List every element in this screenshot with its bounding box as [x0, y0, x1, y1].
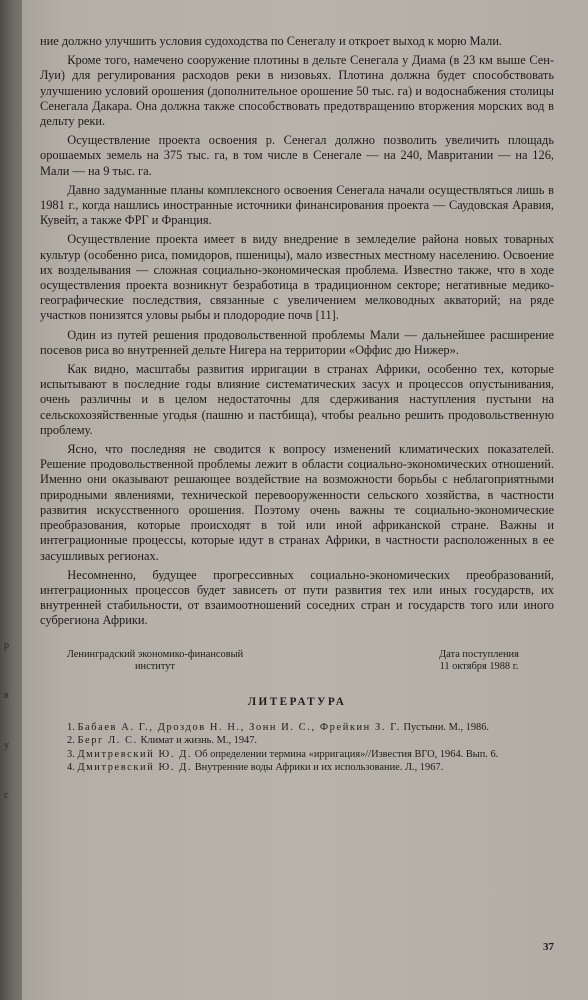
reference-item [40, 762, 554, 775]
institute-line: Ленинградский экономико-финансовый [66, 648, 244, 660]
left-margin-mark: у [4, 740, 9, 751]
reference-item [40, 722, 554, 735]
received-value: 11 октября 1988 г. [439, 661, 519, 673]
left-margin-mark: с [4, 790, 9, 801]
reference-number: 2. [67, 735, 75, 747]
article-body [40, 34, 554, 629]
reference-number: 1. [67, 721, 75, 733]
reference-authors: Дмитревский Ю. Д. [77, 762, 193, 774]
reference-number: 4. [67, 762, 75, 774]
reference-list [40, 722, 554, 775]
paragraph: Кроме того, намечено сооружение плотины в дельте Сенегала у Диама (в 23 км выше Сен-Луи) для регулирования расходов реки в низовьях. Плотина должна будет способствовать улучшению условий орошения (дополнительное орошение 50 тыс. га) и водоснабжения столицы Сенегала Дакара. Она должна также способствовать предотвращению вторжения морских вод в дельту реки. [40, 53, 554, 129]
paragraph: Осуществление проекта освоения р. Сенегал должно позволить увеличить площадь орошаемых земель на 375 тыс. га, в том числе в Сенегале — на 240, Мавритании — на 126, Мали — на 9 тыс. га. [40, 133, 554, 178]
received-date [404, 649, 554, 674]
reference-details: Пустыни. М., 1986. [403, 721, 490, 733]
page-number: 37 [543, 941, 554, 953]
left-margin-mark: в [4, 690, 9, 701]
reference-number: 3. [67, 748, 75, 760]
left-margin-mark: р [4, 640, 9, 651]
institute-affiliation [40, 649, 270, 674]
received-label: Дата поступления [439, 648, 519, 660]
reference-details: Климат и жизнь. М., 1947. [140, 735, 258, 747]
paragraph: Давно задуманные планы комплексного освоения Сенегала начали осуществляться лишь в 1981 г., когда нашлись иностранные источники финансирования проекта — Саудовская Аравия, Кувейт, а также ФРГ и Франция. [40, 182, 554, 228]
article-footer [40, 649, 554, 674]
reference-item [40, 749, 554, 762]
reference-authors: Берг Л. С. [77, 735, 138, 747]
institute-line: институт [135, 661, 175, 673]
paragraph: Осуществление проекта имеет в виду внедрение в земледелие района новых товарных культур (особенно риса, помидоров, пшеницы), мало известных местному населению. Освоение их возделывания — сложная социально-экономическая проблема. Известно также, что в ходе осуществления проекта возникнут безработица в традиционном секторе; негативные медико-географические последствия, связанные с увеличением мелководных акваторий; на ряде участков понизятся уловы рыбы и плодородие почв [11]. [40, 232, 554, 323]
reference-authors: Бабаев А. Г., Дроздов Н. Н., Зонн И. С., Фрейкин З. Г. [77, 721, 401, 733]
paragraph: ние должно улучшить условия судоходства по Сенегалу и откроет выход к морю Мали. [40, 34, 503, 48]
reference-details: Внутренние воды Африки и их использование. Л., 1967. [194, 762, 444, 774]
paragraph: Ясно, что последняя не сводится к вопросу изменений климатических показателей. Решение продовольственной проблемы лежит в области социально-экономических отношений. Именно они оказывают решающее воздействие на возможности борьбы с неблагоприятными природными явлениями, технической перевооруженности сельского хозяйства, в частности развития искусственного орошения. Поэтому очень важны те социально-экономические преобразования, которые происходят в той или иной африканской стране. Важны и интеграционные процессы, которые идут в странах Африки, в частности расположенных в ее засушливых регионах. [40, 442, 554, 563]
paragraph: Один из путей решения продовольственной проблемы Мали — дальнейшее расширение посевов риса во внутренней дельте Нигера на территории «Оффис дю Нижер». [40, 327, 554, 357]
literature-heading: ЛИТЕРАТУРА [247, 695, 347, 708]
reference-item [40, 735, 554, 748]
book-page [22, 0, 588, 1000]
paragraph: Несомненно, будущее прогрессивных социально-экономических преобразований, интеграционных процессов будет зависеть от пути развития тех или иных государств, их внутренней стабильности, от взаимоотношений соседних стран и государств того или иного субрегиона Африки. [40, 567, 554, 628]
reference-details: Об определении термина «ирригация»//Известия ВГО, 1964. Вып. 6. [194, 748, 499, 760]
reference-authors: Дмитревский Ю. Д. [77, 748, 193, 760]
paragraph: Как видно, масштабы развития ирригации в странах Африки, особенно тех, которые испытывают в последние годы влияние систематических засух и процессов опустынивания, очень различны и в целом недостаточны для сдерживания наступления пустыни на сельскохозяйственные угодья (пашню и пастбища), чтобы реально решить продовольственную проблему. [40, 362, 554, 437]
